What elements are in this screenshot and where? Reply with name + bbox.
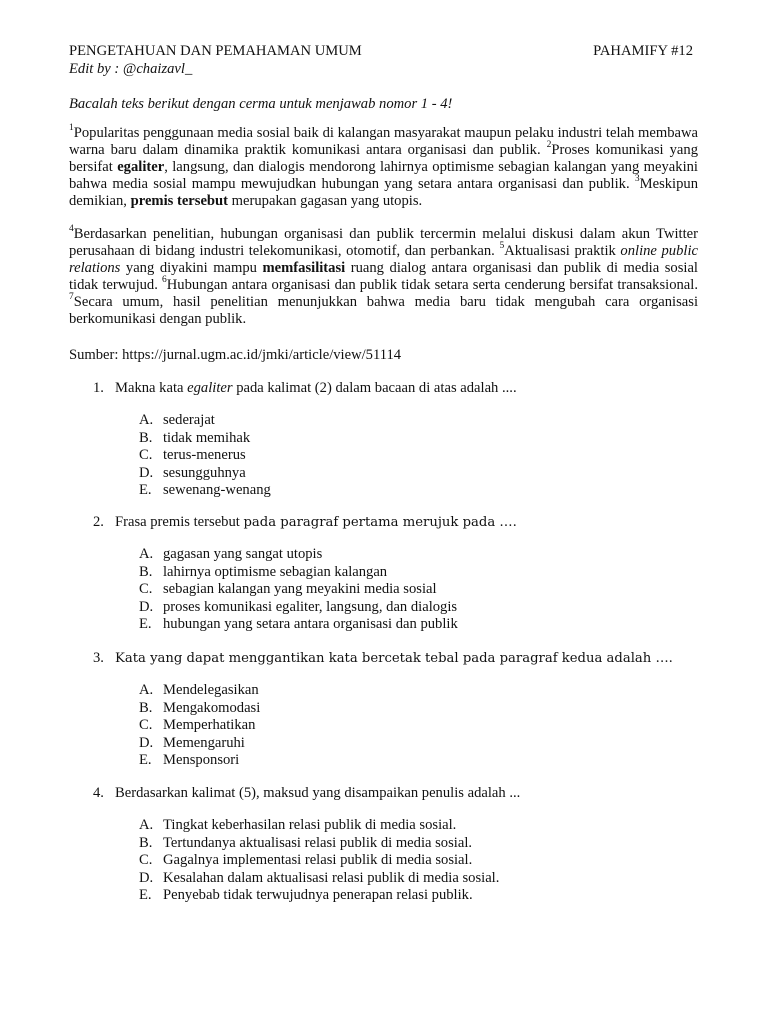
- question-number: 1.: [93, 380, 104, 396]
- bold-term: premis tersebut: [130, 193, 229, 209]
- answer-option-b[interactable]: [139, 835, 499, 853]
- sentence-text: Popularitas penggunaan media sosial baik di kalangan masyarakat maupun pelaku industri telah membawa warna baru dalam dinamika praktik komunikasi antara organisasi dan publik.: [69, 125, 698, 158]
- sentence-text: Proses komunikasi yang bersifat: [69, 142, 698, 175]
- option-letter: B.: [139, 699, 153, 716]
- option-text: Memperhatikan: [163, 717, 256, 734]
- option-letter: B.: [139, 429, 153, 446]
- answer-option-c[interactable]: [139, 447, 271, 465]
- option-letter: D.: [139, 598, 154, 615]
- answer-option-c[interactable]: [139, 852, 499, 870]
- question-text: Frasa premis tersebut: [115, 514, 244, 530]
- answer-option-b[interactable]: [139, 564, 458, 582]
- option-letter: D.: [139, 734, 154, 751]
- option-letter: D.: [139, 869, 154, 886]
- sentence-text: merupakan gagasan yang utopis.: [228, 193, 423, 209]
- sentence-text: , langsung, dan dialogis mendorong lahirnya optimisme sebagian kalangan yang meyakini bahwa media sosial mampu mewujudkan hubungan yang setara antara organisasi dan publik.: [69, 159, 698, 192]
- bold-term: egaliter: [117, 159, 165, 175]
- sentence-text: Meskipun demikian,: [69, 176, 698, 209]
- question-4: [93, 784, 520, 802]
- header-editor: Edit by : @chaizavl_: [69, 61, 193, 77]
- option-letter: C.: [139, 717, 153, 734]
- option-text: sewenang-wenang: [163, 482, 271, 499]
- option-text: Mensponsori: [163, 752, 240, 769]
- option-letter: B.: [139, 834, 153, 851]
- option-text: terus-menerus: [163, 447, 246, 464]
- option-letter: A.: [139, 817, 154, 833]
- question-number: 3.: [93, 650, 104, 666]
- option-text: Mendelegasikan: [163, 682, 259, 698]
- option-letter: B.: [139, 563, 153, 580]
- question-text: Kata yang dapat menggantikan kata bercetak tebal pada paragraf kedua adalah ….: [115, 651, 673, 666]
- question-3-options: [139, 682, 260, 770]
- answer-option-c[interactable]: [139, 717, 260, 735]
- question-text: pada paragraf pertama merujuk pada ….: [243, 515, 517, 530]
- option-letter: E.: [139, 482, 152, 499]
- option-letter: E.: [139, 752, 152, 769]
- sentence-number: 4: [69, 224, 74, 235]
- option-text: Memengaruhi: [163, 734, 245, 751]
- option-letter: C.: [139, 581, 153, 598]
- question-1-options: [139, 412, 271, 500]
- option-text: sebagian kalangan yang meyakini media sosial: [163, 581, 437, 598]
- answer-option-d[interactable]: [139, 465, 271, 483]
- option-text: Penyebab tidak terwujudnya penerapan relasi publik.: [163, 887, 473, 904]
- answer-option-a[interactable]: [139, 546, 458, 564]
- option-letter: A.: [139, 682, 154, 698]
- passage-paragraph-1: [69, 125, 698, 210]
- answer-option-e[interactable]: [139, 887, 499, 905]
- answer-option-a[interactable]: [139, 817, 499, 835]
- answer-option-e[interactable]: [139, 482, 271, 500]
- header-right-title: PAHAMIFY #12: [593, 43, 693, 59]
- option-text: tidak memihak: [163, 429, 251, 446]
- answer-option-c[interactable]: [139, 581, 458, 599]
- answer-option-d[interactable]: [139, 735, 260, 753]
- page-header: [69, 42, 693, 78]
- option-text: sederajat: [163, 412, 215, 428]
- answer-option-e[interactable]: [139, 616, 458, 634]
- answer-option-a[interactable]: [139, 412, 271, 430]
- question-3: [93, 649, 673, 668]
- option-letter: D.: [139, 464, 154, 481]
- question-1: [93, 379, 517, 397]
- sentence-text: Aktualisasi praktik: [504, 243, 621, 259]
- sentence-text: Berdasarkan penelitian, hubungan organisasi dan publik tercermin melalui diskusi dalam akun Twitter perusahaan di bidang industri telekomunikasi, otomotif, dan perbankan.: [69, 226, 698, 259]
- sentence-text: Hubungan antara organisasi dan publik tidak setara serta cenderung bersifat transaksional.: [166, 277, 698, 293]
- answer-option-a[interactable]: [139, 682, 260, 700]
- reading-instruction: Bacalah teks berikut dengan cerma untuk menjawab nomor 1 - 4!: [69, 96, 453, 112]
- answer-option-d[interactable]: [139, 870, 499, 888]
- option-text: Tingkat keberhasilan relasi publik di media sosial.: [163, 817, 457, 833]
- answer-option-d[interactable]: [139, 599, 458, 617]
- option-text: lahirnya optimisme sebagian kalangan: [163, 563, 388, 580]
- option-text: hubungan yang setara antara organisasi dan publik: [163, 616, 458, 633]
- sentence-number: 6: [162, 275, 167, 286]
- passage-paragraph-2: [69, 226, 698, 328]
- sentence-number: 1: [69, 123, 74, 134]
- option-text: Kesalahan dalam aktualisasi relasi publik di media sosial.: [163, 869, 500, 886]
- sentence-text: Secara umum, hasil penelitian menunjukkan bahwa media baru tidak mengubah cara organisasi berkomunikasi dengan publik.: [69, 294, 698, 327]
- sentence-text: ruang dialog antara organisasi dan publik di media sosial tidak terwujud.: [69, 260, 698, 293]
- question-2: [93, 513, 517, 532]
- sentence-text: yang diyakini mampu: [120, 260, 263, 276]
- option-letter: C.: [139, 852, 153, 869]
- answer-option-b[interactable]: [139, 430, 271, 448]
- source-citation: Sumber: https://jurnal.ugm.ac.id/jmki/article/view/51114: [69, 347, 402, 363]
- option-text: gagasan yang sangat utopis: [163, 546, 323, 562]
- italic-term: online public relations: [69, 243, 698, 276]
- answer-option-e[interactable]: [139, 752, 260, 770]
- question-2-options: [139, 546, 458, 634]
- option-letter: E.: [139, 887, 152, 904]
- question-number: 4.: [93, 785, 104, 801]
- question-text: Makna kata: [115, 380, 188, 396]
- option-text: Mengakomodasi: [163, 699, 261, 716]
- question-4-options: [139, 817, 499, 905]
- question-text: Berdasarkan kalimat (5), maksud yang disampaikan penulis adalah ...: [115, 785, 521, 801]
- sentence-number: 5: [499, 241, 505, 252]
- question-number: 2.: [93, 514, 104, 530]
- sentence-number: 3: [634, 174, 640, 185]
- option-text: proses komunikasi egaliter, langsung, dan dialogis: [163, 598, 458, 615]
- header-row: [69, 42, 693, 60]
- bold-term: memfasilitasi: [262, 260, 346, 276]
- answer-option-b[interactable]: [139, 700, 260, 718]
- option-text: Gagalnya implementasi relasi publik di media sosial.: [163, 852, 473, 869]
- header-left-title: PENGETAHUAN DAN PEMAHAMAN UMUM: [69, 43, 362, 59]
- option-letter: A.: [139, 546, 154, 562]
- option-text: sesungguhnya: [163, 464, 246, 481]
- question-text: pada kalimat (2) dalam bacaan di atas adalah ....: [232, 380, 517, 396]
- option-text: Tertundanya aktualisasi relasi publik di media sosial.: [163, 834, 473, 851]
- sentence-number: 7: [69, 292, 74, 303]
- sentence-number: 2: [546, 140, 552, 151]
- option-letter: A.: [139, 412, 154, 428]
- question-italic-term: egaliter: [187, 380, 233, 396]
- option-letter: E.: [139, 616, 152, 633]
- option-letter: C.: [139, 447, 153, 464]
